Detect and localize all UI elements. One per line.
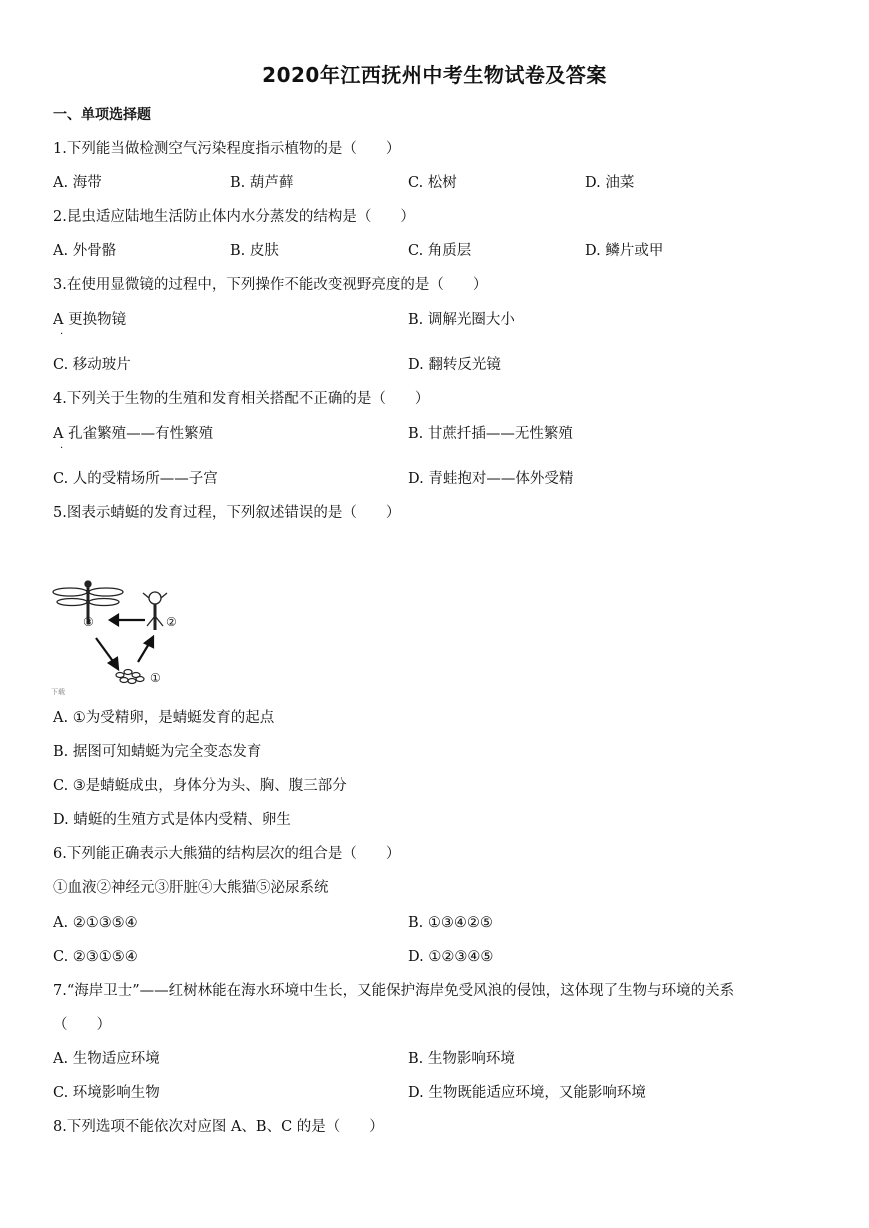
lifecycle-arrows: [96, 615, 153, 669]
figure-label-1: ①: [150, 671, 161, 685]
question-3-option-a: A 更换物镜: [53, 312, 127, 328]
question-7-option-c: C. 环境影响生物: [53, 1085, 160, 1101]
question-6-option-c: C. ②③①⑤④: [53, 949, 138, 965]
figure-label-2: ②: [166, 615, 177, 629]
question-4-option-a: A 孔雀繁殖——有性繁殖: [53, 426, 214, 442]
question-5-stem: 5.图表示蜻蜓的发育过程，下列叙述错误的是（ ）: [53, 505, 401, 521]
question-3-stem: 3.在使用显微镜的过程中，下列操作不能改变视野亮度的是（ ）: [53, 277, 488, 293]
question-5-option-a: A. ①为受精卵，是蜻蜓发育的起点: [53, 710, 275, 726]
question-1-option-a: A. 海带: [53, 175, 102, 191]
question-1-option-c: C. 松树: [408, 175, 457, 191]
question-4-stem: 4.下列关于生物的生殖和发育相关搭配不正确的是（ ）: [53, 391, 430, 407]
question-3-option-d: D. 翻转反光镜: [408, 357, 501, 373]
question-4-option-c: C. 人的受精场所——子宫: [53, 471, 218, 487]
question-2-option-d: D. 鳞片或甲: [585, 243, 664, 259]
dragonfly-nymph-drawing: [143, 592, 167, 630]
question-6-option-a: A. ②①③⑤④: [53, 915, 138, 931]
question-2-option-a: A. 外骨骼: [53, 243, 117, 259]
question-6-option-d: D. ①②③④⑤: [408, 949, 494, 965]
figure-corner-mark: 下载: [51, 688, 65, 696]
question-3-option-b: B. 调解光圈大小: [408, 312, 515, 328]
question-7-option-a: A. 生物适应环境: [53, 1051, 160, 1067]
figure-label-3: ③: [83, 615, 94, 629]
question-1-stem: 1.下列能当做检测空气污染程度指示植物的是（ ）: [53, 141, 401, 157]
question-4-option-d: D. 青蛙抱对——体外受精: [408, 471, 574, 487]
section-heading: 一、单项选择题: [53, 107, 151, 123]
question-5-option-c: C. ③是蜻蜓成虫，身体分为头、胸、腹三部分: [53, 778, 347, 794]
question-2-option-c: C. 角质层: [408, 243, 472, 259]
question-7-stem-continued: （ ）: [53, 1017, 111, 1033]
question-2-option-b: B. 皮肤: [230, 243, 279, 259]
question-1-option-b: B. 葫芦藓: [230, 175, 294, 191]
stray-dot: ·: [60, 443, 64, 454]
dragonfly-eggs-drawing: [116, 670, 144, 684]
question-6-list: ①血液②神经元③肝脏④大熊猫⑤泌尿系统: [53, 880, 329, 896]
question-1-option-d: D. 油菜: [585, 175, 635, 191]
question-2-stem: 2.昆虫适应陆地生活防止体内水分蒸发的结构是（ ）: [53, 209, 415, 225]
question-7-option-b: B. 生物影响环境: [408, 1051, 515, 1067]
stray-dot: ·: [60, 329, 64, 340]
question-6-stem: 6.下列能正确表示大熊猫的结构层次的组合是（ ）: [53, 846, 401, 862]
question-5-option-b: B. 据图可知蜻蜓为完全变态发育: [53, 744, 262, 760]
question-4-option-b: B. 甘蔗扦插——无性繁殖: [408, 426, 573, 442]
question-8-stem: 8.下列选项不能依次对应图 A、B、C 的是（ ）: [53, 1119, 384, 1135]
dragonfly-lifecycle-figure: [50, 578, 200, 696]
question-3-option-c: C. 移动玻片: [53, 357, 131, 373]
question-5-option-d: D. 蜻蜓的生殖方式是体内受精、卵生: [53, 812, 291, 828]
question-7-option-d: D. 生物既能适应环境，又能影响环境: [408, 1085, 646, 1101]
question-6-option-b: B. ①③④②⑤: [408, 915, 493, 931]
question-7-stem: 7.“海岸卫士”——红树林能在海水环境中生长，又能保护海岸免受风浪的侵蚀，这体现了生物与环境的关系: [53, 983, 735, 999]
page-title: 2020年江西抚州中考生物试卷及答案: [262, 63, 607, 87]
